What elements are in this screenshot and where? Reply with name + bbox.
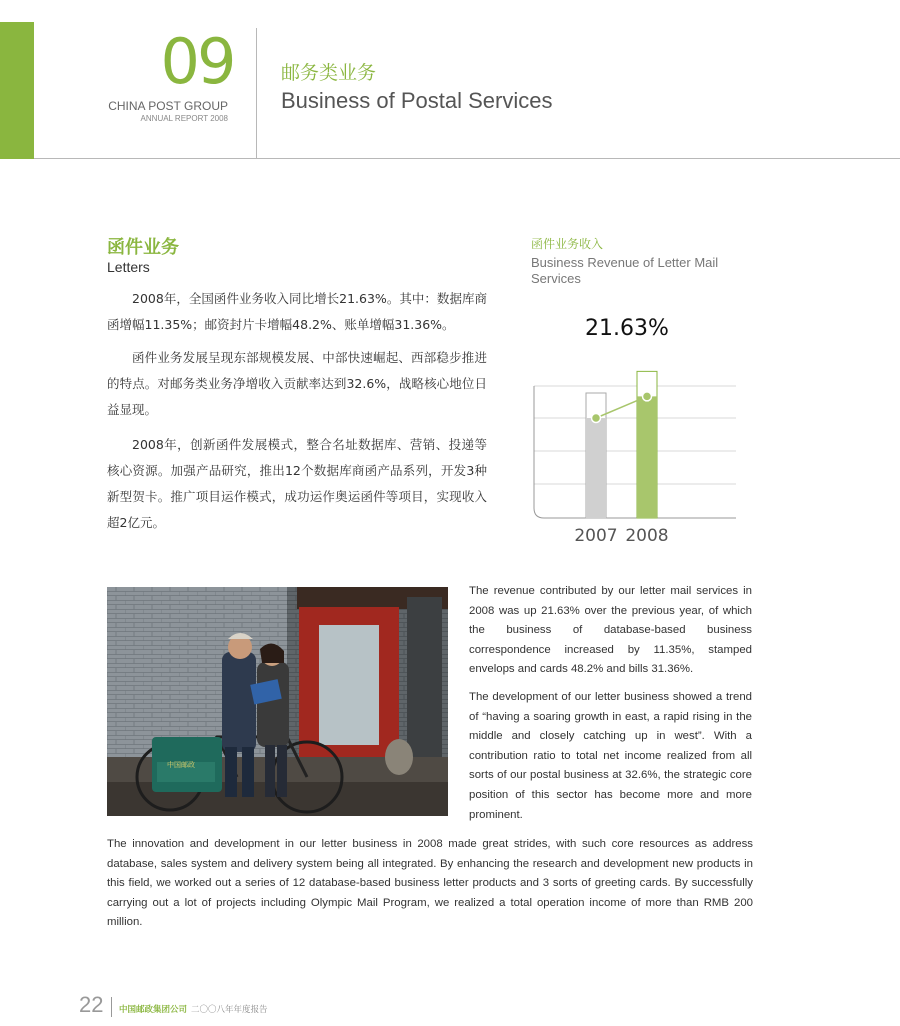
bar-2008 — [637, 396, 657, 518]
en-paragraph-3: The innovation and development in our letter business in 2008 made great strides, with such core resources as address database, sales system and delivery system being all integrated. By enhancing the research and development new products in this field, we worked out a series of 12 database-based business letter products and 3 sorts of greeting cards. By successfully carrying out a lot of projects including Olympic Mail Program, we realized a total operation income of more than RMB 200 million. — [107, 838, 753, 929]
growth-annotation: 21.63% — [585, 316, 669, 341]
chapter-title-en: Business of Postal Services — [281, 88, 553, 113]
en-paragraph-2: The development of our letter business showed a trend of “having a soaring growth in east, a rapid rising in the middle and closely catching up in west”. With a contribution ratio to total net income realized from all sorts of our postal business at 32.6%, the strategic core position of this sector has become more and more prominent. — [469, 691, 752, 821]
chapter-number: 09 — [160, 25, 234, 98]
footer-report-name: 二〇〇八年年度报告 — [191, 1005, 268, 1015]
section-title-zh: 函件业务 — [107, 237, 179, 258]
section-title-en: Letters — [107, 259, 150, 275]
chapter-title-zh: 邮务类业务 — [281, 62, 377, 84]
trend-point-2007 — [592, 414, 601, 423]
chart-title: 函件业务收入 — [531, 237, 604, 251]
x-tick-label: 2007 — [574, 526, 618, 546]
org-name: CHINA POST GROUP — [108, 99, 228, 113]
bar-2007 — [586, 418, 606, 518]
chapter-color-bar — [0, 22, 34, 159]
x-tick-label: 2008 — [625, 526, 669, 546]
footer-org-name: 中国邮政集团公司 — [119, 1005, 188, 1015]
postman-bicycle-photo — [107, 587, 448, 816]
en-paragraph-1: The revenue contributed by our letter mail services in 2008 was up 21.63% over the previous year, of which the business of database-based business correspondence increased by 11.35%, stamped envelops and cards 48.2% and bills 31.36%. — [469, 585, 752, 676]
chart-subtitle: Business Revenue of Letter Mail Services — [531, 255, 719, 286]
chart-axis — [534, 386, 736, 518]
trend-point-2008 — [643, 392, 652, 401]
header-rule — [34, 158, 900, 159]
postman-photo — [107, 587, 448, 816]
header-divider — [256, 28, 257, 158]
revenue-chart — [530, 300, 740, 550]
page-number: 22 — [79, 992, 104, 1017]
footer-divider — [111, 997, 112, 1017]
zh-paragraph-3: 2008年，创新函件发展模式，整合名址数据库、营销、投递等核心资源。加强产品研究，推出12个数据库商函产品系列，开发3种新型贺卡。推广项目运作模式，成功运作奥运函件等项目，实现收入超2亿元。 — [107, 437, 487, 530]
bag-text: 中国邮政 — [167, 761, 195, 769]
zh-paragraph-2: 函件业务发展呈现东部规模发展、中部快速崛起、西部稳步推进的特点。对邮务类业务净增收入贡献率达到32.6%，战略核心地位日益显现。 — [107, 350, 487, 417]
report-name: ANNUAL REPORT 2008 — [140, 114, 228, 123]
zh-paragraph-1: 2008年，全国函件业务收入同比增长21.63%。其中：数据库商函增幅11.35%；邮资封片卡增幅48.2%、账单增幅31.36%。 — [107, 291, 487, 332]
